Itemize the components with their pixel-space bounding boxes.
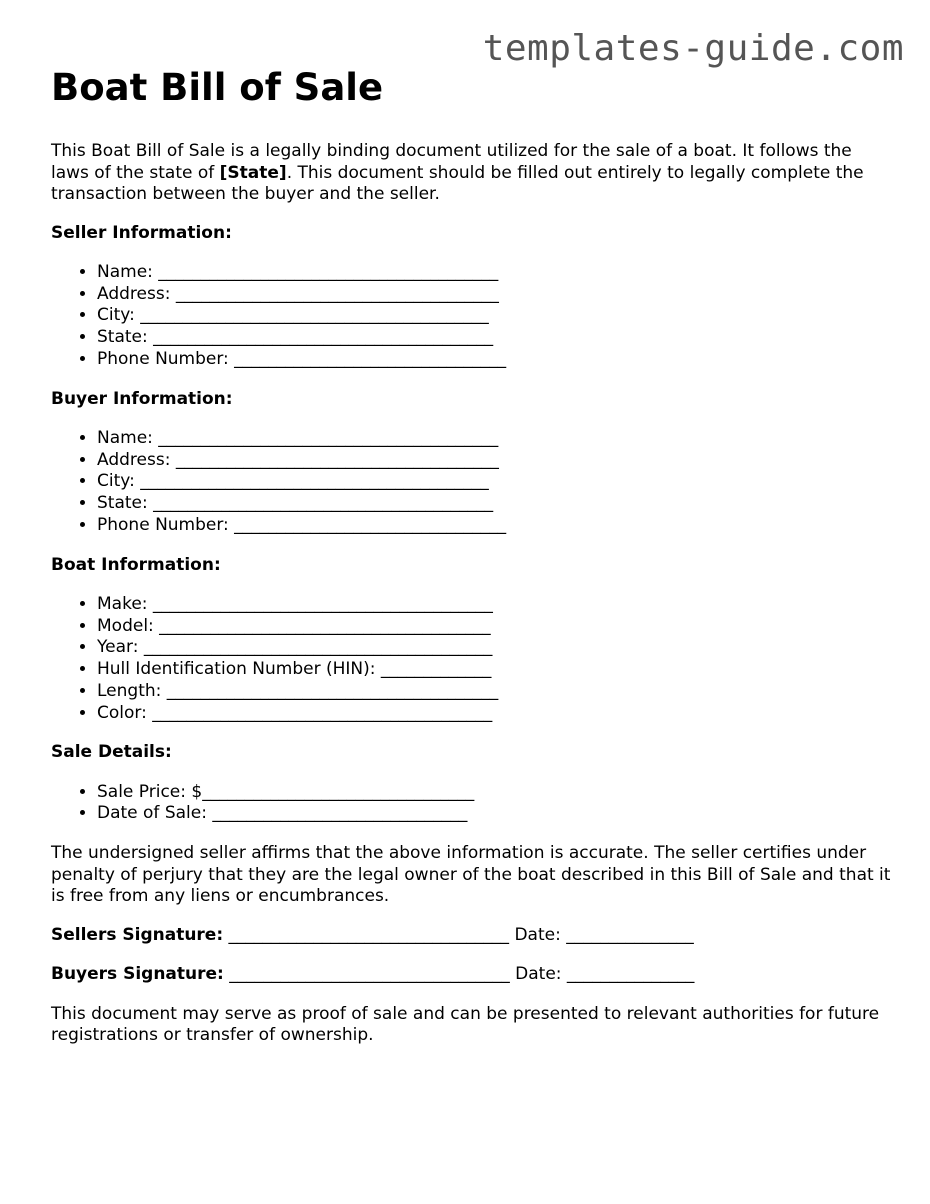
intro-text-1: This Boat Bill of Sale is a legally binding document utilized for the sale of a boat. It follows the laws of the state of — [51, 141, 852, 183]
sale-date-field[interactable]: • Date of Sale: ______________________________ — [97, 803, 891, 825]
buyer-heading: Buyer Information: — [51, 388, 233, 409]
seller-phone-field[interactable]: • Phone Number: ________________________________ — [97, 349, 891, 371]
boat-heading: Boat Information: — [51, 554, 221, 575]
sale-heading: Sale Details: — [51, 742, 172, 763]
intro-paragraph — [51, 141, 891, 206]
buyer-phone-field[interactable]: • Phone Number: ________________________________ — [97, 515, 891, 537]
buyer-signature-row[interactable] — [51, 964, 891, 986]
sale-fields-list — [51, 782, 891, 825]
document-page — [51, 62, 891, 1064]
buyer-address-field[interactable]: • Address: ______________________________________ — [97, 450, 891, 472]
closing-paragraph: This document may serve as proof of sale and can be presented to relevant authorities for future registrations or transfer of ownership. — [51, 1003, 880, 1046]
seller-signature-row[interactable] — [51, 925, 891, 947]
state-placeholder: [State] — [219, 162, 287, 183]
seller-address-field[interactable]: • Address: ______________________________________ — [97, 284, 891, 306]
seller-heading: Seller Information: — [51, 222, 232, 243]
buyer-state-field[interactable]: • State: ________________________________________ — [97, 493, 891, 515]
intro-text-2: . This document should be filled out entirely to legally complete the transaction between the buyer and the seller. — [51, 162, 864, 204]
seller-signature-line[interactable]: _________________________________ Date: _______________ — [223, 924, 694, 945]
boat-year-field[interactable]: • Year: _________________________________________ — [97, 637, 891, 659]
watermark: templates-guide.com — [482, 28, 904, 69]
affirmation-paragraph: The undersigned seller affirms that the above information is accurate. The seller certifies under penalty of perjury that they are the legal owner of the boat described in this Bill of Sale and that it is free from any liens or encumbrances. — [51, 843, 891, 907]
seller-city-field[interactable]: • City: _________________________________________ — [97, 305, 891, 327]
sale-price-field[interactable]: • Sale Price: $________________________________ — [97, 782, 891, 804]
boat-color-field[interactable]: • Color: ________________________________________ — [97, 703, 891, 725]
page-title: Boat Bill of Sale — [51, 66, 384, 109]
buyer-signature-label: Buyers Signature: — [51, 964, 224, 985]
seller-state-field[interactable]: • State: ________________________________________ — [97, 327, 891, 349]
boat-model-field[interactable]: • Model: _______________________________________ — [97, 616, 891, 638]
buyer-signature-line[interactable]: _________________________________ Date: _______________ — [223, 964, 695, 985]
boat-hin-field[interactable]: • Hull Identification Number (HIN): _____________ — [97, 659, 891, 681]
boat-length-field[interactable]: • Length: _______________________________________ — [97, 681, 891, 703]
boat-make-field[interactable]: • Make: ________________________________________ — [97, 594, 891, 616]
boat-fields-list — [51, 594, 891, 724]
buyer-city-field[interactable]: • City: _________________________________________ — [97, 471, 891, 493]
buyer-fields-list — [51, 428, 891, 537]
seller-fields-list — [51, 262, 891, 371]
buyer-name-field[interactable]: • Name: ________________________________________ — [97, 428, 891, 450]
seller-signature-label: Sellers Signature: — [51, 924, 224, 945]
seller-name-field[interactable]: • Name: ________________________________________ — [97, 262, 891, 284]
